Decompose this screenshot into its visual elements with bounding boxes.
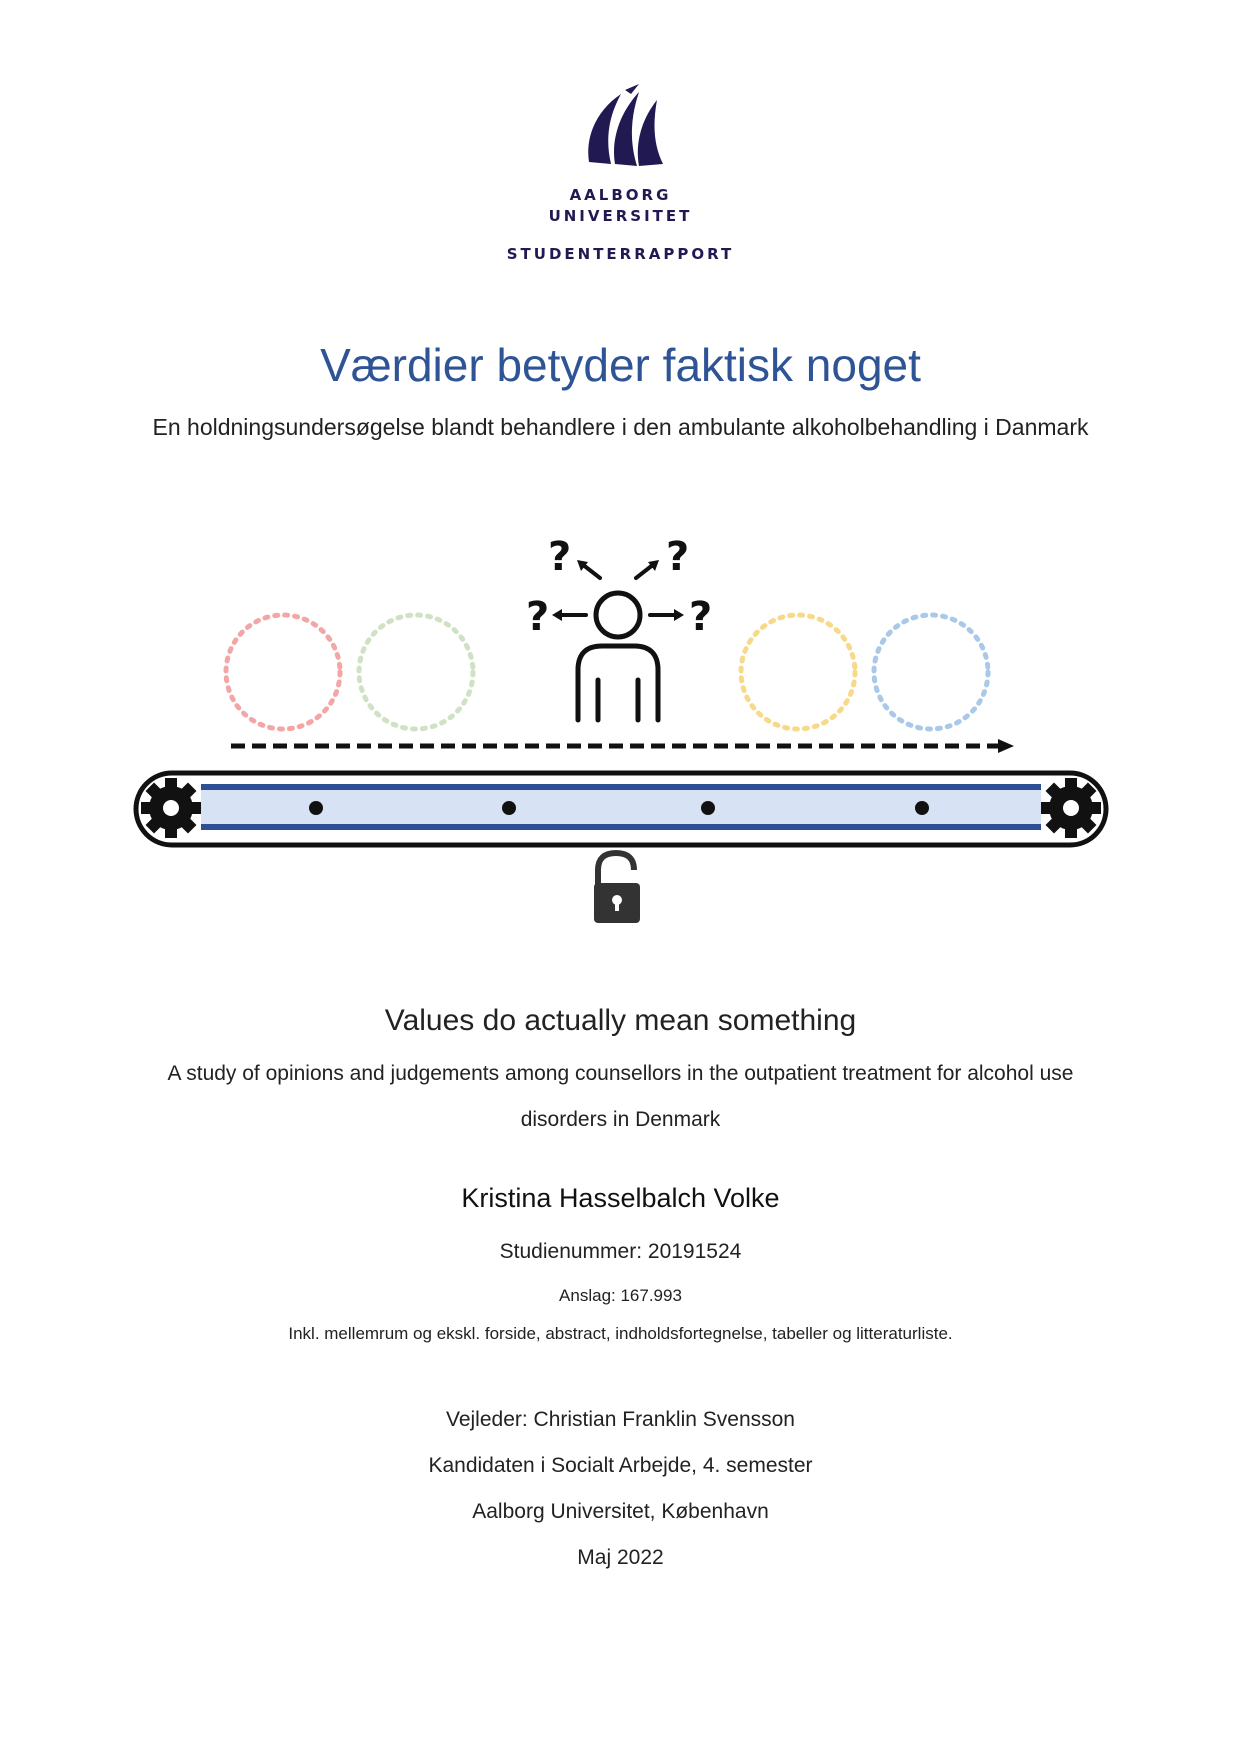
yellow-dotted-circle (741, 615, 855, 729)
report-date: Maj 2022 (577, 1546, 664, 1569)
red-dotted-circle (226, 615, 340, 729)
gear-icon (1041, 778, 1101, 838)
blue-dotted-circle (874, 615, 988, 729)
student-number: Studienummer: 20191524 (499, 1240, 742, 1263)
character-count: Anslag: 167.993 (559, 1286, 682, 1305)
university-location: Aalborg Universitet, København (472, 1500, 769, 1523)
belt-dot (701, 801, 715, 815)
character-count-note: Inkl. mellemrum og ekskl. forside, abstract, indholdsfortegnelse, tabeller og litteraturliste. (288, 1324, 953, 1343)
page-title-english: Values do actually mean something (384, 1004, 857, 1037)
supervisor: Vejleder: Christian Franklin Svensson (445, 1408, 795, 1431)
subtitle-english-line1: A study of opinions and judgements among counsellors in the outpatient treatment for alcohol use (167, 1062, 1074, 1085)
question-mark-upper-right: ? (666, 534, 690, 580)
subtitle-danish: En holdningsundersøgelse blandt behandlere i den ambulante alkoholbehandling i Danmark (152, 414, 1089, 440)
question-mark-left: ? (526, 594, 550, 640)
study-program: Kandidaten i Socialt Arbejde, 4. semester (428, 1454, 813, 1477)
author-name: Kristina Hasselbalch Volke (461, 1183, 780, 1213)
gear-icon (141, 778, 201, 838)
conveyor-illustration (126, 520, 1116, 940)
unlocked-padlock-icon (594, 853, 640, 923)
logo-line-aalborg: AALBORG (569, 186, 672, 204)
aau-logo-icon (581, 84, 665, 168)
question-mark-right: ? (689, 594, 713, 640)
belt-dot (915, 801, 929, 815)
question-mark-upper-left: ? (548, 534, 572, 580)
person-icon (578, 593, 658, 720)
green-dotted-circle (359, 615, 473, 729)
belt-dot (309, 801, 323, 815)
logo-line-universitet: UNIVERSITET (548, 207, 693, 225)
belt-dot (502, 801, 516, 815)
logo-label-studenterrapport: STUDENTERRAPPORT (506, 245, 735, 263)
dashed-arrow-head (998, 739, 1014, 753)
page-title-danish: Værdier betyder faktisk noget (320, 339, 921, 391)
subtitle-english-line2: disorders in Denmark (520, 1108, 721, 1131)
